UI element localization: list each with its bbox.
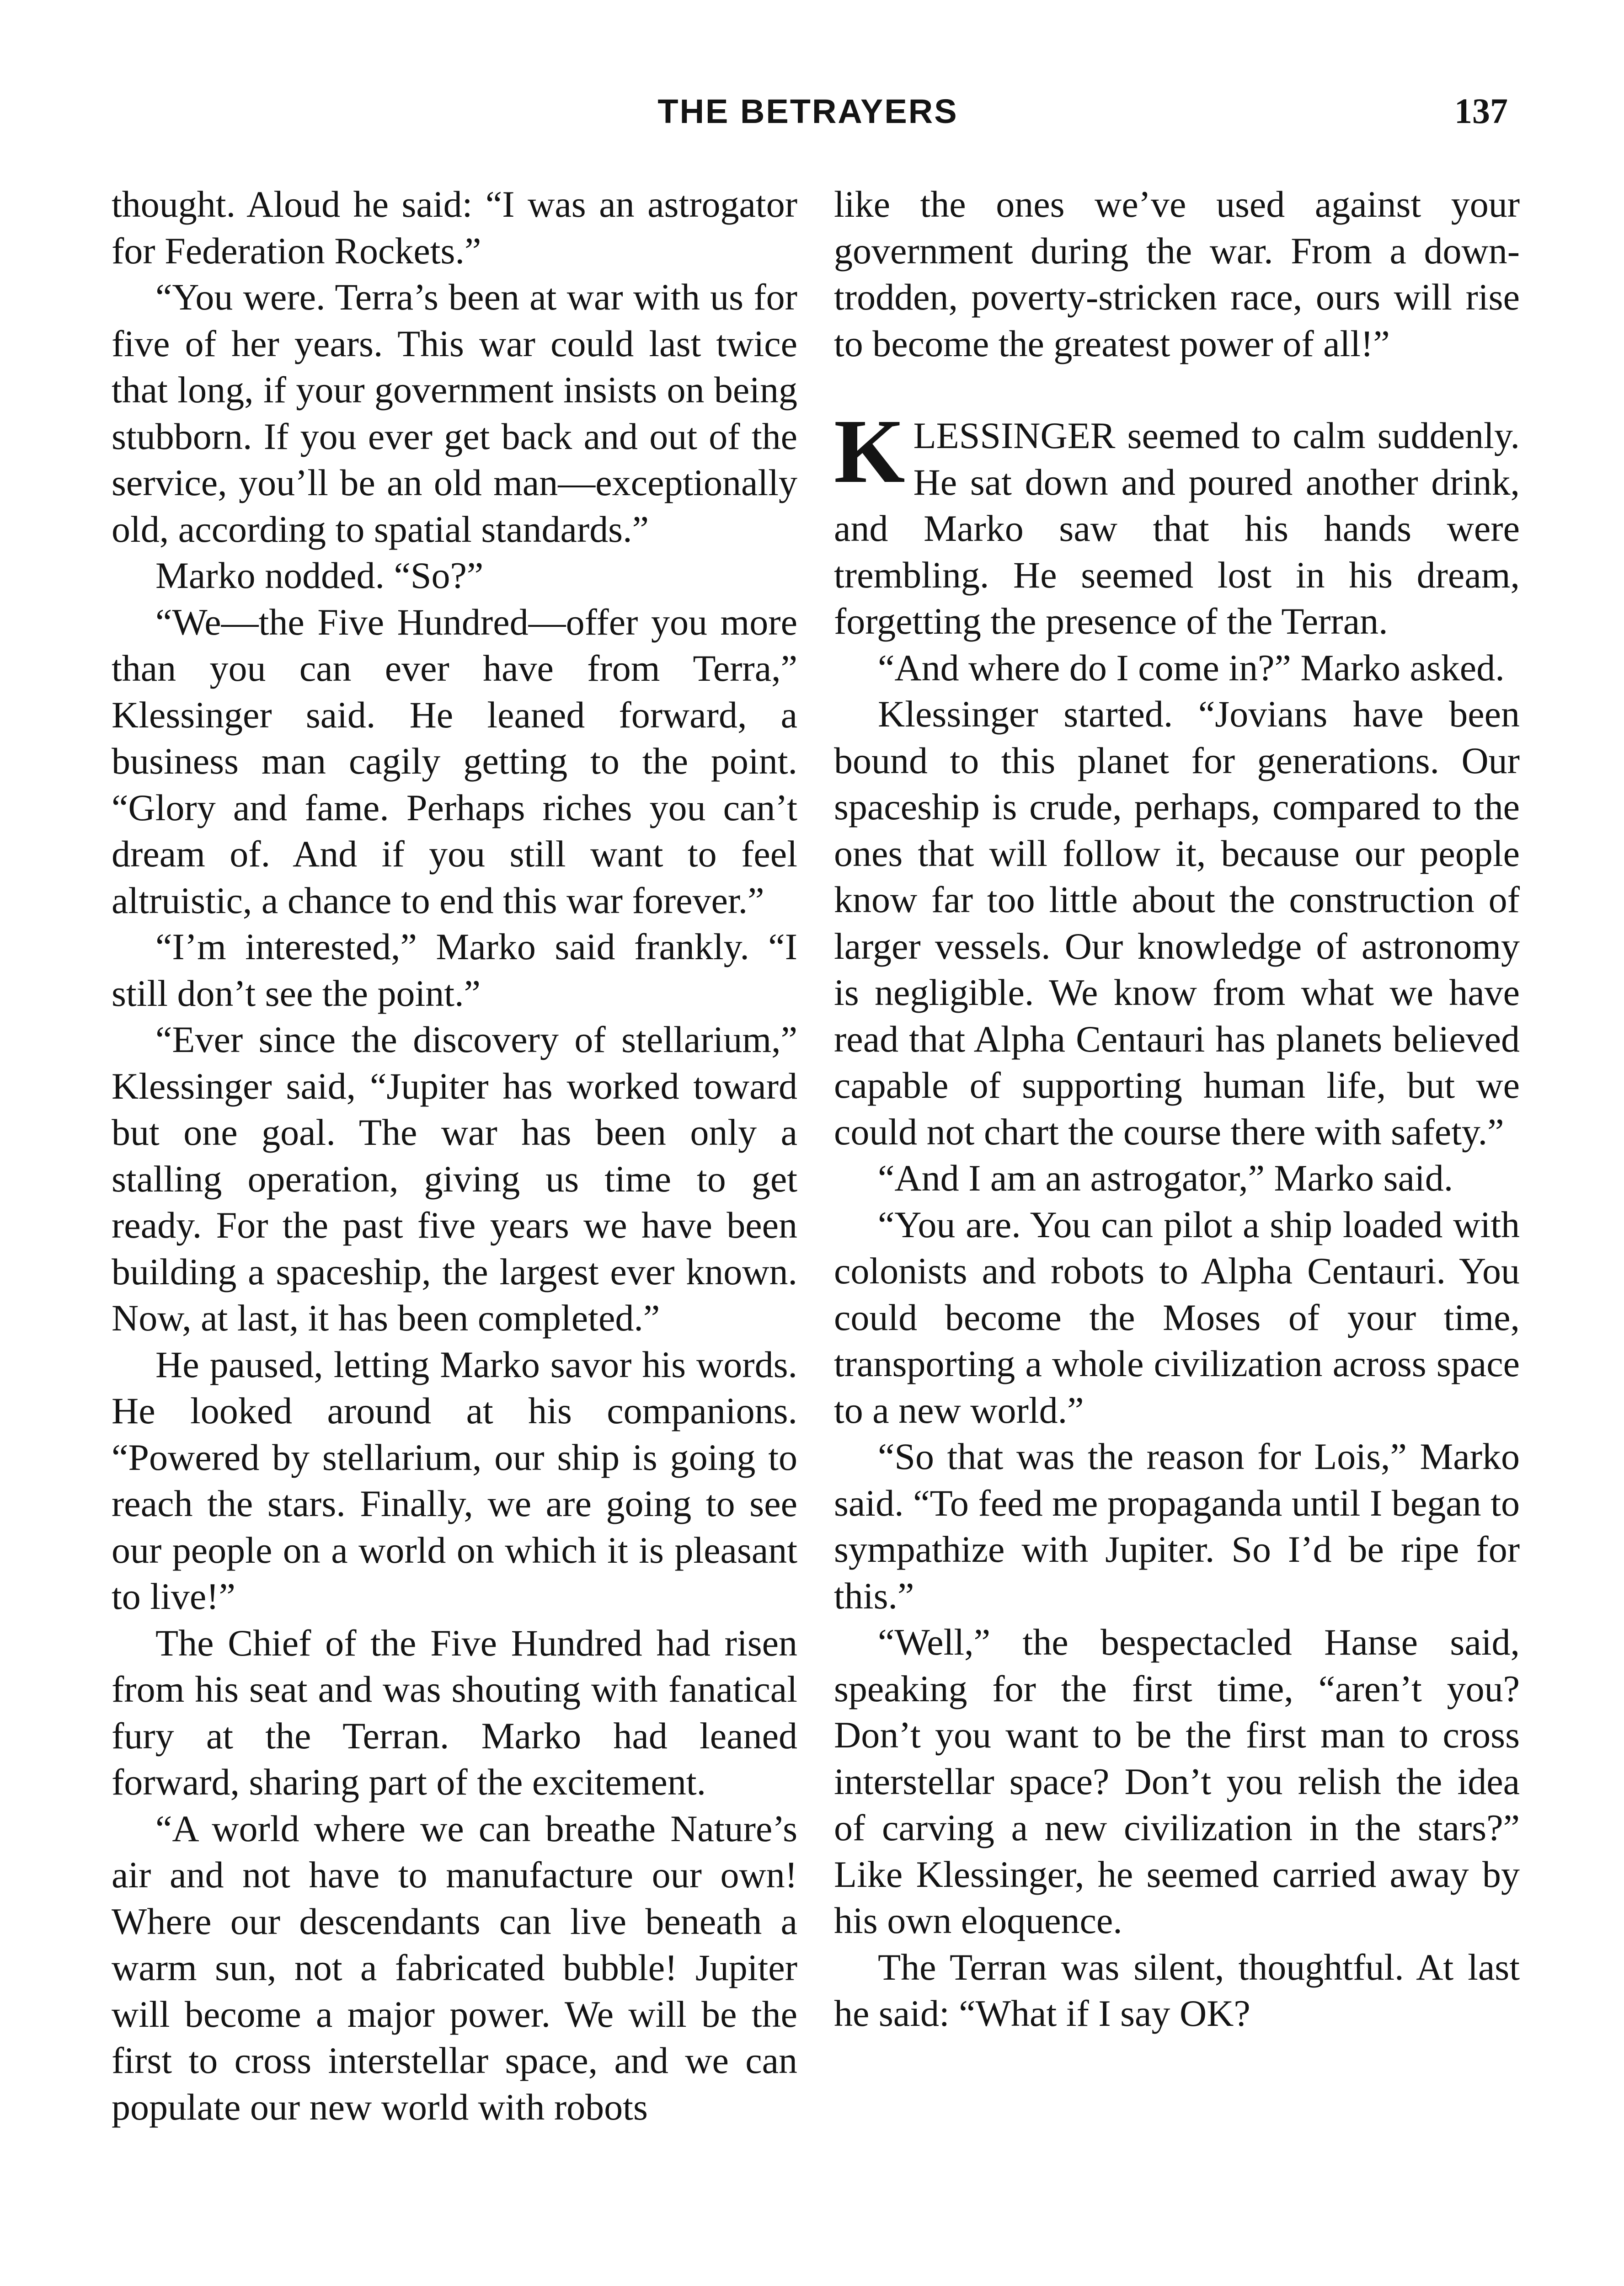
- paragraph: Klessinger started. “Jovians have been bound to this planet for generations. Our spaceship is crude, perhaps, compared to the ones that will follow it, because our people know far too little about the construction of larger vessels. Our knowledge of astronomy is negligible. We know from what we have read that Alpha Centauri has planets believed capable of supporting human life, but we could not chart the course there with safety.”: [834, 693, 1520, 1153]
- paragraph: “I’m interested,” Marko said frankly. “I still don’t see the point.”: [112, 926, 797, 1014]
- paragraph: “Well,” the bespectacled Hanse said, speaking for the first time, “aren’t you? Don’t you want to be the first man to cross interstellar space? Don’t you relish the idea of carving a new civilization in the stars?” Like Klessinger, he seemed carried away by his own eloquence.: [834, 1621, 1520, 1941]
- paragraph: The Terran was silent, thoughtful. At last he said: “What if I say OK?: [834, 1946, 1520, 2034]
- paragraph: “A world where we can breathe Nature’s air and not have to manufacture our own! Where our descendants can live beneath a warm sun, not a fabricated bubble! Jupiter will become a major power. We will be the first to cross interstellar space, and we can populate our new world with robots: [112, 1807, 797, 2128]
- paragraph: “And I am an astrogator,” Marko said.: [878, 1157, 1453, 1199]
- paragraph: “Ever since the discovery of stellarium,” Klessinger said, “Jupiter has worked toward but one goal. The war has been only a stalling operation, giving us time to get ready. For the past five years we have been building a spaceship, the largest ever known. Now, at last, it has been completed.”: [112, 1019, 797, 1339]
- paragraph: “And where do I come in?” Marko asked.: [878, 646, 1505, 689]
- left-column: [112, 181, 797, 2130]
- paragraph: Marko nodded. “So?”: [155, 555, 484, 596]
- right-column: [834, 181, 1520, 2037]
- paragraph: “You were. Terra’s been at war with us for five of her years. This war could last twice that long, if your government insists on being stubborn. If you ever get back and out of the service, you’ll be an old man—exceptionally old, according to spatial standards.”: [112, 276, 797, 550]
- page-number: 137: [1454, 91, 1508, 131]
- paragraph: like the ones we’ve used against your government during the war. From a down-trodden, poverty-stricken race, ours will rise to become the greatest power of all!”: [834, 183, 1520, 364]
- paragraph: The Chief of the Five Hundred had risen from his seat and was shouting with fanatical fury at the Terran. Marko had leaned forward, sharing part of the excitement.: [112, 1622, 797, 1803]
- section-opening-paragraph: [834, 401, 1520, 645]
- paragraph: “So that was the reason for Lois,” Marko said. “To feed me propaganda until I began to sympathize with Jupiter. So I’d be ripe for this.”: [834, 1436, 1520, 1617]
- paragraph: He paused, letting Marko savor his words. He looked around at his companions. “Powered by stellarium, our ship is going to reach the stars. Finally, we are going to see our people on a world on which it is pleasant to live!”: [112, 1343, 797, 1617]
- paragraph: thought. Aloud he said: “I was an astrogator for Federation Rockets.”: [112, 183, 797, 272]
- running-title: THE BETRAYERS: [657, 92, 958, 130]
- paragraph-text: LESSINGER seemed to calm suddenly. He sat down and poured another drink, and Marko saw that his hands were trembling. He seemed lost in his dream, forgetting the presence of the Terran.: [834, 415, 1520, 642]
- drop-cap: K: [834, 401, 905, 502]
- paragraph: “You are. You can pilot a ship loaded with colonists and robots to Alpha Centauri. You could become the Moses of your time, transporting a whole civilization across space to a new world.”: [834, 1203, 1520, 1431]
- page-header: [108, 86, 1508, 136]
- paragraph: “We—the Five Hundred—offer you more than you can ever have from Terra,” Klessinger said. He leaned forward, a business man cagily getting to the point. “Glory and fame. Perhaps riches you can’t dream of. And if you still want to feel altruistic, a chance to end this war forever.”: [112, 601, 797, 921]
